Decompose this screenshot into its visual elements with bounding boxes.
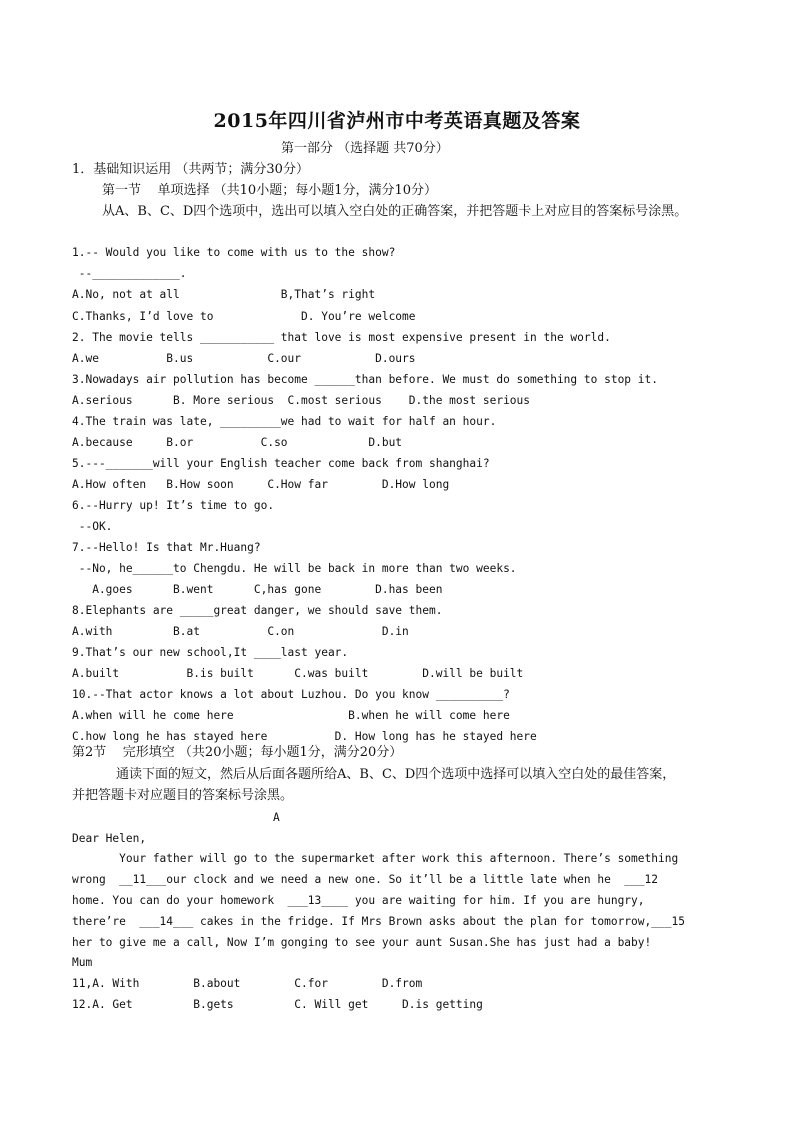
question-8-options: A.with B.at C.on D.in [72,625,409,638]
question-1-options: A.No, not at all B,That’s right [72,288,376,301]
letter-line: Your father will go to the supermarket after work this afternoon. There’s something [72,852,679,865]
instruction-text: 并把答题卡对应题目的答案标号涂黑。 [72,788,294,803]
document-title: 2015年四川省泸州市中考英语真题及答案 [213,110,581,132]
question-6: 6.--Hurry up! It’s time to go. [72,499,275,512]
letter-line: wrong __11___our clock and we need a new one. So it’ll be a little late when he ___12 [72,873,658,886]
question-4-options: A.because B.or C.so D.but [72,436,403,449]
question-7: 7.--Hello! Is that Mr.Huang? [72,541,261,554]
letter-greeting: Dear Helen, [72,832,147,845]
letter-line: home. You can do your homework ___13____ you are waiting for him. If you are hungry, [72,894,645,907]
question-12-options: 12.A. Get B.gets C. Will get D.is getting [72,998,483,1011]
passage-label: A [273,811,280,824]
question-4: 4.The train was late, _________we had to wait for half an hour. [72,415,497,428]
question-1-options: C.Thanks, I’d love to D. You’re welcome [72,310,416,323]
subsection-heading: 第2节 完形填空 （共20小题；每小题1分，满分20分） [72,745,403,760]
question-10-options: A.when will he come here B.when he will come here [72,709,510,722]
question-3: 3.Nowadays air pollution has become ______than before. We must do something to stop it. [72,373,658,386]
letter-line: her to give me a call, Now I’m gonging to see your aunt Susan.She has just had a baby! [72,936,652,949]
question-1-reply: --_____________. [72,267,187,280]
question-10: 10.--That actor knows a lot about Luzhou. Do you know __________? [72,688,510,701]
question-11-options: 11,A. With B.about C.for D.from [72,977,423,990]
section-heading: 1．基础知识运用 （共两节；满分30分） [72,162,309,177]
question-5-options: A.How often B.How soon C.How far D.How long [72,478,450,491]
letter-line: there’re ___14___ cakes in the fridge. If Mrs Brown asks about the plan for tomorrow,___15 [72,915,685,928]
question-9-options: A.built B.is built C.was built D.will be built [72,667,524,680]
instruction-text: 通读下面的短文，然后从后面各题所给A、B、C、D四个选项中选择可以填入空白处的最佳答案， [116,767,676,782]
question-9: 9.That’s our new school,It ____last year. [72,646,349,659]
question-1: 1.-- Would you like to come with us to the show? [72,246,396,259]
instruction-text: 从A、B、C、D四个选项中，选出可以填入空白处的正确答案，并把答题卡上对应目的答案标号涂黑。 [102,204,688,219]
letter-signature: Mum [72,956,93,969]
question-5: 5.---_______will your English teacher come back from shanghai? [72,457,490,470]
question-7-options: A.goes B.went C,has gone D.has been [72,583,443,596]
question-6-reply: --OK. [72,520,113,533]
question-2-options: A.we B.us C.our D.ours [72,352,416,365]
question-7-reply: --No, he______to Chengdu. He will be back in more than two weeks. [72,562,517,575]
part-heading: 第一部分 （选择题 共70分） [281,141,449,156]
question-3-options: A.serious B. More serious C.most serious D.the most serious [72,394,531,407]
question-10-options: C.how long he has stayed here D. How long has he stayed here [72,730,537,743]
question-2: 2. The movie tells ___________ that love is most expensive present in the world. [72,331,611,344]
subsection-heading: 第一节 单项选择 （共10小题；每小题1分，满分10分） [102,183,438,198]
question-8: 8.Elephants are _____great danger, we should save them. [72,604,443,617]
